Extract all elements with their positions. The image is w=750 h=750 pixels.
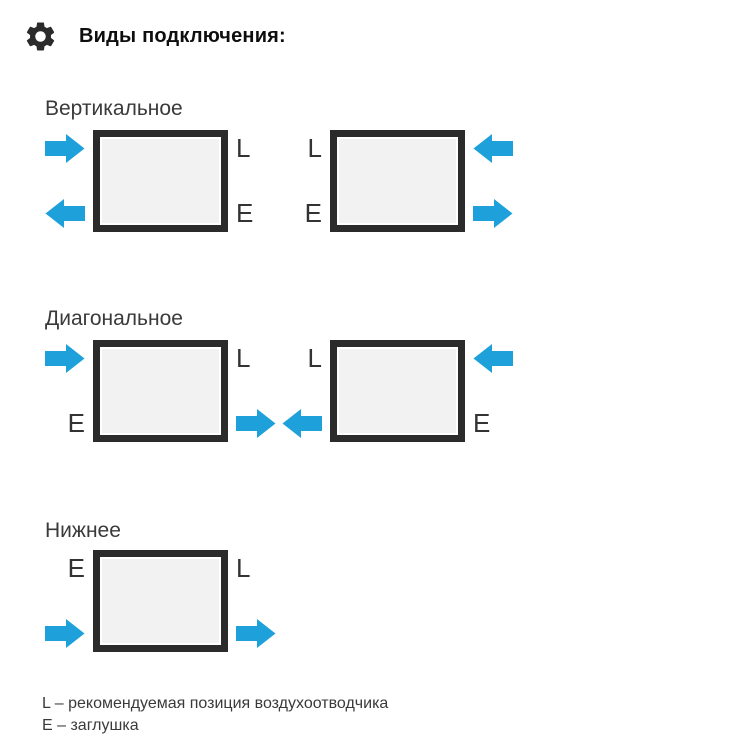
outlet-slot [236,408,276,438]
diagram-bottom-feed [67,550,251,652]
port-label-slot [282,343,322,373]
port-label-slot [45,553,85,583]
radiator-box [93,550,228,652]
radiator-box [330,340,465,442]
diagram-vertical-right-feed [304,130,465,232]
port-label-E: E [236,198,254,228]
outlet-slot [236,618,276,648]
port-label-L: L [236,553,251,583]
outlet-slot [282,408,322,438]
port-label-slot [473,408,513,438]
page-title: Виды подключения: [79,25,286,47]
port-label-slot [236,343,276,373]
port-label-E: E [67,553,85,583]
arrow-left-icon [45,199,85,228]
port-label-slot [45,408,85,438]
arrow-right-icon [236,619,276,648]
legend [42,693,388,737]
port-label-E: E [304,198,322,228]
section-label-vertical: Вертикальное [45,97,183,120]
radiator-box [93,130,228,232]
gear-icon [23,19,58,54]
arrow-right-icon [473,199,513,228]
inlet-slot [45,618,85,648]
radiator-box [330,130,465,232]
legend-line-L: L – рекомендуемая позиция воздухоотводчика [42,695,389,712]
port-label-slot [236,198,276,228]
port-label-E: E [473,408,491,438]
section-label-diagonal: Диагональное [45,307,183,330]
port-label-slot [282,198,322,228]
port-label-L: L [236,133,251,163]
inlet-slot [45,133,85,163]
outlet-slot [45,198,85,228]
port-label-slot [236,553,276,583]
radiator-box [93,340,228,442]
arrow-left-icon [473,134,513,163]
legend-line-E: E – заглушка [42,717,139,734]
arrow-right-icon [236,409,276,438]
port-label-L: L [307,343,322,373]
port-label-L: L [307,133,322,163]
diagram-diagonal-right-feed [307,340,491,442]
diagram-vertical-left-feed [93,130,254,232]
port-label-slot [282,133,322,163]
inlet-slot [473,133,513,163]
arrow-left-icon [282,409,322,438]
header [23,19,286,54]
port-label-L: L [236,343,251,373]
section-label-bottom: Нижнее [45,519,121,542]
inlet-slot [473,343,513,373]
arrow-left-icon [473,344,513,373]
inlet-slot [45,343,85,373]
diagram-diagonal-left-feed [67,340,251,442]
arrow-right-icon [45,134,85,163]
arrow-right-icon [45,344,85,373]
arrow-right-icon [45,619,85,648]
port-label-E: E [67,408,85,438]
outlet-slot [473,198,513,228]
port-label-slot [236,133,276,163]
